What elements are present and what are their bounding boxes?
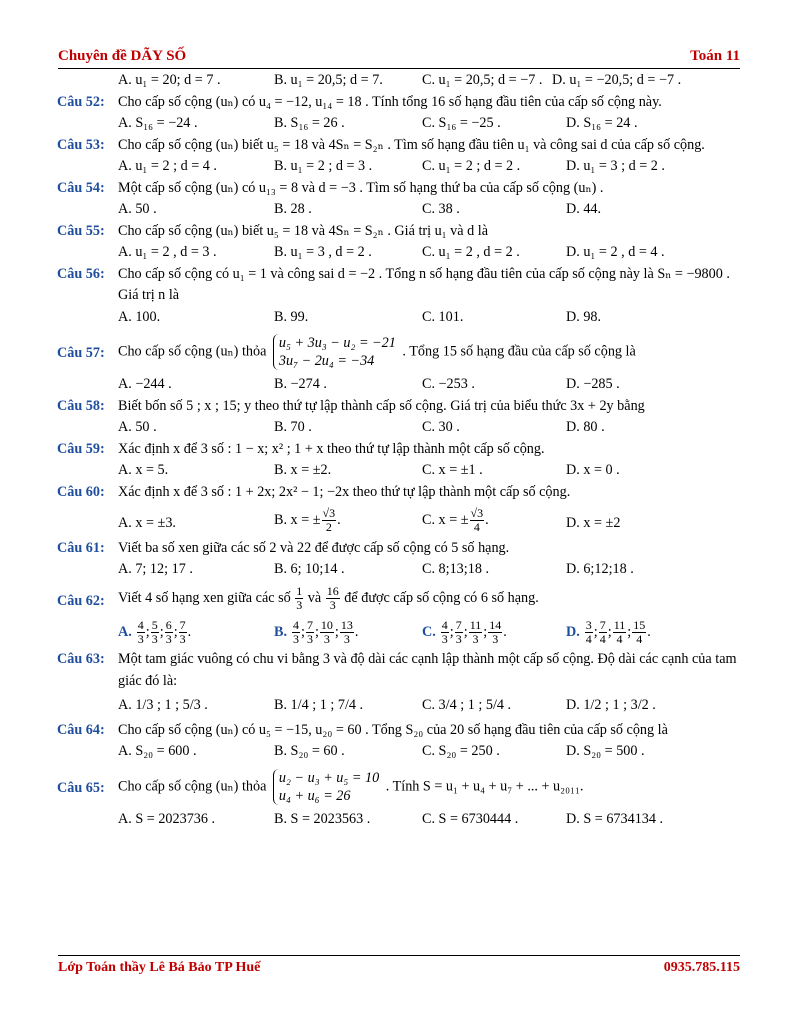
option-a[interactable]: A. S₁₆ = −24 . — [118, 115, 198, 131]
question-55 — [57, 221, 740, 243]
fraction: $\frac{7}{3}$ — [455, 618, 462, 646]
option-c[interactable]: C. u₁ = 20,5; d = −7 . — [422, 72, 543, 88]
option-b[interactable]: B. u₁ = 20,5; d = 7. — [274, 72, 383, 88]
fraction: $\frac{13}{3}$ — [340, 618, 353, 646]
fraction: $\frac{5}{3}$ — [151, 618, 158, 646]
option-b[interactable]: B. x = ±2. — [274, 462, 332, 478]
equation-2: u₄ + u₆ = 26 — [278, 787, 351, 804]
question-63 — [57, 649, 740, 692]
question-text — [118, 769, 740, 805]
question-text: Cho cấp số cộng (uₙ) biết u₅ = 18 và 4Sₙ = S₂ₙ . Tìm số hạng đầu tiên u₁ và công sai d của cấp số cộng. — [118, 136, 705, 153]
header-topic: Chuyên đề DÃY SỐ — [58, 48, 187, 64]
question-label: Câu 61: — [57, 539, 105, 556]
fraction: $\frac{7}{3}$ — [306, 618, 313, 646]
fraction: $\frac{15}{4}$ — [633, 618, 646, 646]
option-c[interactable]: C. u₁ = 2 , d = 2 . — [422, 244, 520, 260]
equation-1: u₂ − u₃ + u₅ = 10 — [278, 769, 380, 786]
question-label: Câu 63: — [57, 651, 105, 667]
footer-phone: 0935.785.115 — [663, 960, 740, 975]
option-c[interactable]: C. S = 6730444 . — [422, 810, 519, 827]
option-c[interactable]: C. x = ± $\frac{√3}{4}$ . — [422, 506, 489, 534]
option-d[interactable]: D. S = 6734134 . — [566, 810, 664, 827]
question-60 — [57, 482, 740, 504]
option-c[interactable]: C. u₁ = 2 ; d = 2 . — [422, 158, 521, 174]
option-a[interactable]: A. $\frac{4}{3}$ ; $\frac{5}{3}$ ; $\frac{6}{3}$ ; $\frac{7}{3}$ . — [118, 618, 192, 646]
option-d[interactable]: D. 98. — [566, 308, 602, 325]
option-c[interactable]: C. 101. — [422, 308, 464, 325]
question-text: Một tam giác vuông có chu vi bằng 3 và độ dài các cạnh lập thành một cấp số cộng. Độ dài các cạnh của tam giác đó là: — [118, 651, 737, 689]
equation-2: 3u₇ − 2u₄ = −34 — [278, 353, 375, 369]
fraction: $\frac{4}{3}$ — [137, 618, 144, 646]
fraction: $\frac{3}{4}$ — [585, 618, 592, 646]
equation-system — [273, 769, 379, 805]
option-b[interactable]: B. S₁₆ = 26 . — [274, 115, 345, 131]
option-c[interactable]: C. 30 . — [422, 419, 460, 435]
option-c-prefix: C. x = ± — [422, 511, 469, 528]
options-q51 — [57, 70, 740, 92]
option-b[interactable]: B. $\frac{4}{3}$ ; $\frac{7}{3}$ ; $\frac{10}{3}$ ; $\frac{13}{3}$ . — [274, 618, 359, 646]
option-d[interactable]: D. x = 0 . — [566, 462, 620, 478]
question-text: Cho cấp số cộng (uₙ) có u₄ = −12, u₁₄ = 18 . Tính tổng 16 số hạng đầu tiên của cấp số cộng này. — [118, 93, 662, 110]
question-label: Câu 58: — [57, 397, 105, 414]
page-header — [58, 48, 740, 66]
option-a[interactable]: A. S = 2023736 . — [118, 810, 216, 827]
question-text: Một cấp số cộng (uₙ) có u₁₃ = 8 và d = −3 . Tìm số hạng thứ ba của cấp số cộng (uₙ) . — [118, 179, 604, 196]
question-ask: để được cấp số cộng có 6 số hạng. — [344, 589, 539, 606]
option-d[interactable]: D. S₂₀ = 500 . — [566, 743, 645, 759]
question-58 — [57, 396, 740, 418]
option-b[interactable]: B. u₁ = 2 ; d = 3 . — [274, 158, 373, 174]
question-53 — [57, 135, 740, 157]
option-a[interactable]: A. 1/3 ; 1 ; 5/3 . — [118, 697, 208, 713]
question-intro: Viết 4 số hạng xen giữa các số — [118, 589, 291, 606]
footer-teacher: Lớp Toán thầy Lê Bá Bảo TP Huế — [58, 960, 261, 975]
question-text: Biết bốn số 5 ; x ; 15; y theo thứ tự lập thành cấp số cộng. Giá trị của biểu thức 3x + 2y bằng — [118, 397, 645, 414]
option-c[interactable]: C. $\frac{4}{3}$ ; $\frac{7}{3}$ ; $\frac{11}{3}$ ; $\frac{14}{3}$ . — [422, 618, 507, 646]
options-q55 — [57, 242, 740, 264]
option-d[interactable]: D. $\frac{3}{4}$ ; $\frac{7}{4}$ ; $\frac{11}{4}$ ; $\frac{15}{4}$ . — [566, 618, 651, 646]
option-c[interactable]: C. −253 . — [422, 376, 475, 392]
question-text: Xác định x để 3 số : 1 − x; x² ; 1 + x theo thứ tự lập thành một cấp số cộng. — [118, 440, 545, 457]
question-ask: . Tính S = u₁ + u₄ + u₇ + ... + u₂₀₁₁. — [385, 777, 584, 794]
option-d[interactable]: D. −285 . — [566, 376, 620, 392]
question-ask: . Tổng 15 số hạng đầu của cấp số cộng là — [402, 343, 636, 360]
question-intro: Cho cấp số cộng (uₙ) thỏa — [118, 777, 267, 794]
question-text: Cho cấp số cộng (uₙ) biết u₅ = 18 và 4Sₙ = S₂ₙ . Giá trị u₁ và d là — [118, 222, 488, 239]
options-q64 — [57, 741, 740, 763]
question-label: Câu 57: — [57, 345, 105, 361]
option-a[interactable]: A. 50 . — [118, 201, 157, 217]
option-c[interactable]: C. 38 . — [422, 201, 460, 217]
option-a[interactable]: A. 50 . — [118, 419, 157, 435]
question-label: Câu 60: — [57, 483, 105, 500]
options-q53 — [57, 156, 740, 178]
option-d[interactable]: D. u₁ = 2 , d = 4 . — [566, 244, 665, 260]
header-subject: Toán 11 — [690, 48, 740, 64]
option-b[interactable]: B. −274 . — [274, 376, 327, 392]
header-rule — [58, 68, 740, 69]
question-label: Câu 56: — [57, 265, 105, 282]
question-list — [57, 70, 740, 830]
fraction: $\frac{10}{3}$ — [320, 618, 333, 646]
question-text — [118, 334, 740, 370]
question-57 — [57, 328, 740, 374]
fraction: $\frac{4}{3}$ — [293, 618, 300, 646]
option-c[interactable]: C. S₂₀ = 250 . — [422, 743, 500, 759]
options-q59 — [57, 460, 740, 482]
connector: và — [307, 589, 322, 606]
question-text: Cho cấp số cộng (uₙ) có u₅ = −15, u₂₀ = 60 . Tổng S₂₀ của 20 số hạng đầu tiên của cấp số cộng là — [118, 721, 668, 738]
question-label: Câu 64: — [57, 721, 105, 738]
option-b[interactable]: B. 1/4 ; 1 ; 7/4 . — [274, 697, 364, 713]
option-a[interactable]: A. u₁ = 2 , d = 3 . — [118, 244, 217, 260]
question-text: Viết ba số xen giữa các số 2 và 22 để được cấp số cộng có 5 số hạng. — [118, 539, 510, 556]
question-61 — [57, 538, 740, 560]
fraction: $\frac{4}{3}$ — [441, 618, 448, 646]
option-c[interactable]: C. S₁₆ = −25 . — [422, 115, 501, 131]
option-a[interactable]: A. u₁ = 2 ; d = 4 . — [118, 158, 217, 174]
options-q60 — [57, 503, 740, 538]
question-text — [118, 585, 740, 613]
option-b[interactable]: B. x = ± $\frac{√3}{2}$ . — [274, 506, 341, 534]
question-text: Xác định x để 3 số : 1 + 2x; 2x² − 1; −2x theo thứ tự lập thành một cấp số cộng. — [118, 483, 571, 500]
options-q56 — [57, 307, 740, 329]
option-c[interactable]: C. x = ±1 . — [422, 462, 483, 478]
option-d[interactable]: D. 1/2 ; 1 ; 3/2 . — [566, 697, 656, 713]
fraction: $\frac{√3}{4}$ — [470, 506, 484, 534]
options-q63 — [57, 692, 740, 720]
options-q54 — [57, 199, 740, 221]
fraction: $\frac{7}{4}$ — [599, 618, 606, 646]
question-label: Câu 55: — [57, 222, 105, 239]
fraction: $\frac{1}{3}$ — [296, 583, 303, 612]
fraction: $\frac{11}{4}$ — [613, 618, 626, 646]
option-a[interactable]: A. −244 . — [118, 376, 172, 392]
question-intro: Cho cấp số cộng (uₙ) thỏa — [118, 343, 267, 360]
option-b[interactable]: B. S = 2023563 . — [274, 810, 371, 827]
fraction: $\frac{7}{3}$ — [179, 618, 186, 646]
question-label: Câu 54: — [57, 179, 105, 196]
fraction: $\frac{11}{3}$ — [469, 618, 482, 646]
question-65 — [57, 763, 740, 809]
question-64 — [57, 720, 740, 742]
option-d[interactable]: D. 44. — [566, 201, 602, 217]
equation-1: u₅ + 3u₃ − u₂ = −21 — [278, 335, 396, 351]
option-a[interactable]: A. u₁ = 20; d = 7 . — [118, 72, 221, 88]
option-d[interactable]: D. u₁ = 3 ; d = 2 . — [566, 158, 665, 174]
options-q65 — [57, 809, 740, 831]
options-q62 — [57, 616, 740, 649]
question-text: Cho cấp số cộng có u₁ = 1 và công sai d = −2 . Tổng n số hạng đầu tiên của cấp số cộng này là Sₙ = −9800 . Giá trị n là — [118, 265, 730, 303]
question-59 — [57, 439, 740, 461]
question-label: Câu 53: — [57, 136, 105, 153]
fraction: $\frac{√3}{2}$ — [322, 506, 336, 534]
option-c[interactable]: C. 8;13;18 . — [422, 561, 490, 577]
footer-rule — [58, 955, 740, 956]
fraction: $\frac{16}{3}$ — [326, 583, 339, 612]
option-d[interactable]: D. 6;12;18 . — [566, 561, 634, 577]
page-footer — [58, 960, 740, 976]
question-52 — [57, 92, 740, 114]
option-a[interactable]: A. S₂₀ = 600 . — [118, 743, 197, 759]
option-a[interactable]: A. x = ±3. — [118, 515, 176, 531]
option-b[interactable]: B. 6; 10;14 . — [274, 561, 345, 577]
question-62 — [57, 581, 740, 617]
fraction: $\frac{14}{3}$ — [489, 618, 502, 646]
option-a[interactable]: A. 100. — [118, 308, 161, 325]
option-b[interactable]: B. 28 . — [274, 201, 312, 217]
option-b-prefix: B. x = ± — [274, 511, 321, 528]
option-b[interactable]: B. 99. — [274, 308, 309, 325]
question-label: Câu 52: — [57, 93, 105, 110]
fraction: $\frac{6}{3}$ — [165, 618, 172, 646]
option-a[interactable]: A. x = 5. — [118, 462, 169, 478]
question-54 — [57, 178, 740, 200]
question-label: Câu 65: — [57, 779, 105, 796]
option-b[interactable]: B. S₂₀ = 60 . — [274, 743, 345, 759]
options-q61 — [57, 559, 740, 581]
option-d[interactable]: D. x = ±2 — [566, 515, 621, 531]
question-56 — [57, 264, 740, 307]
options-q52 — [57, 113, 740, 135]
option-d[interactable]: D. S₁₆ = 24 . — [566, 115, 638, 131]
option-a[interactable]: A. 7; 12; 17 . — [118, 561, 193, 577]
option-b[interactable]: B. 70 . — [274, 419, 312, 435]
question-label: Câu 62: — [57, 592, 105, 609]
option-d[interactable]: D. u₁ = −20,5; d = −7 . — [552, 72, 682, 88]
question-label: Câu 59: — [57, 440, 105, 457]
option-b[interactable]: B. u₁ = 3 , d = 2 . — [274, 244, 372, 260]
option-d[interactable]: D. 80 . — [566, 419, 605, 435]
option-c[interactable]: C. 3/4 ; 1 ; 5/4 . — [422, 697, 512, 713]
options-q58 — [57, 417, 740, 439]
equation-system — [273, 334, 396, 370]
options-q57 — [57, 374, 740, 396]
